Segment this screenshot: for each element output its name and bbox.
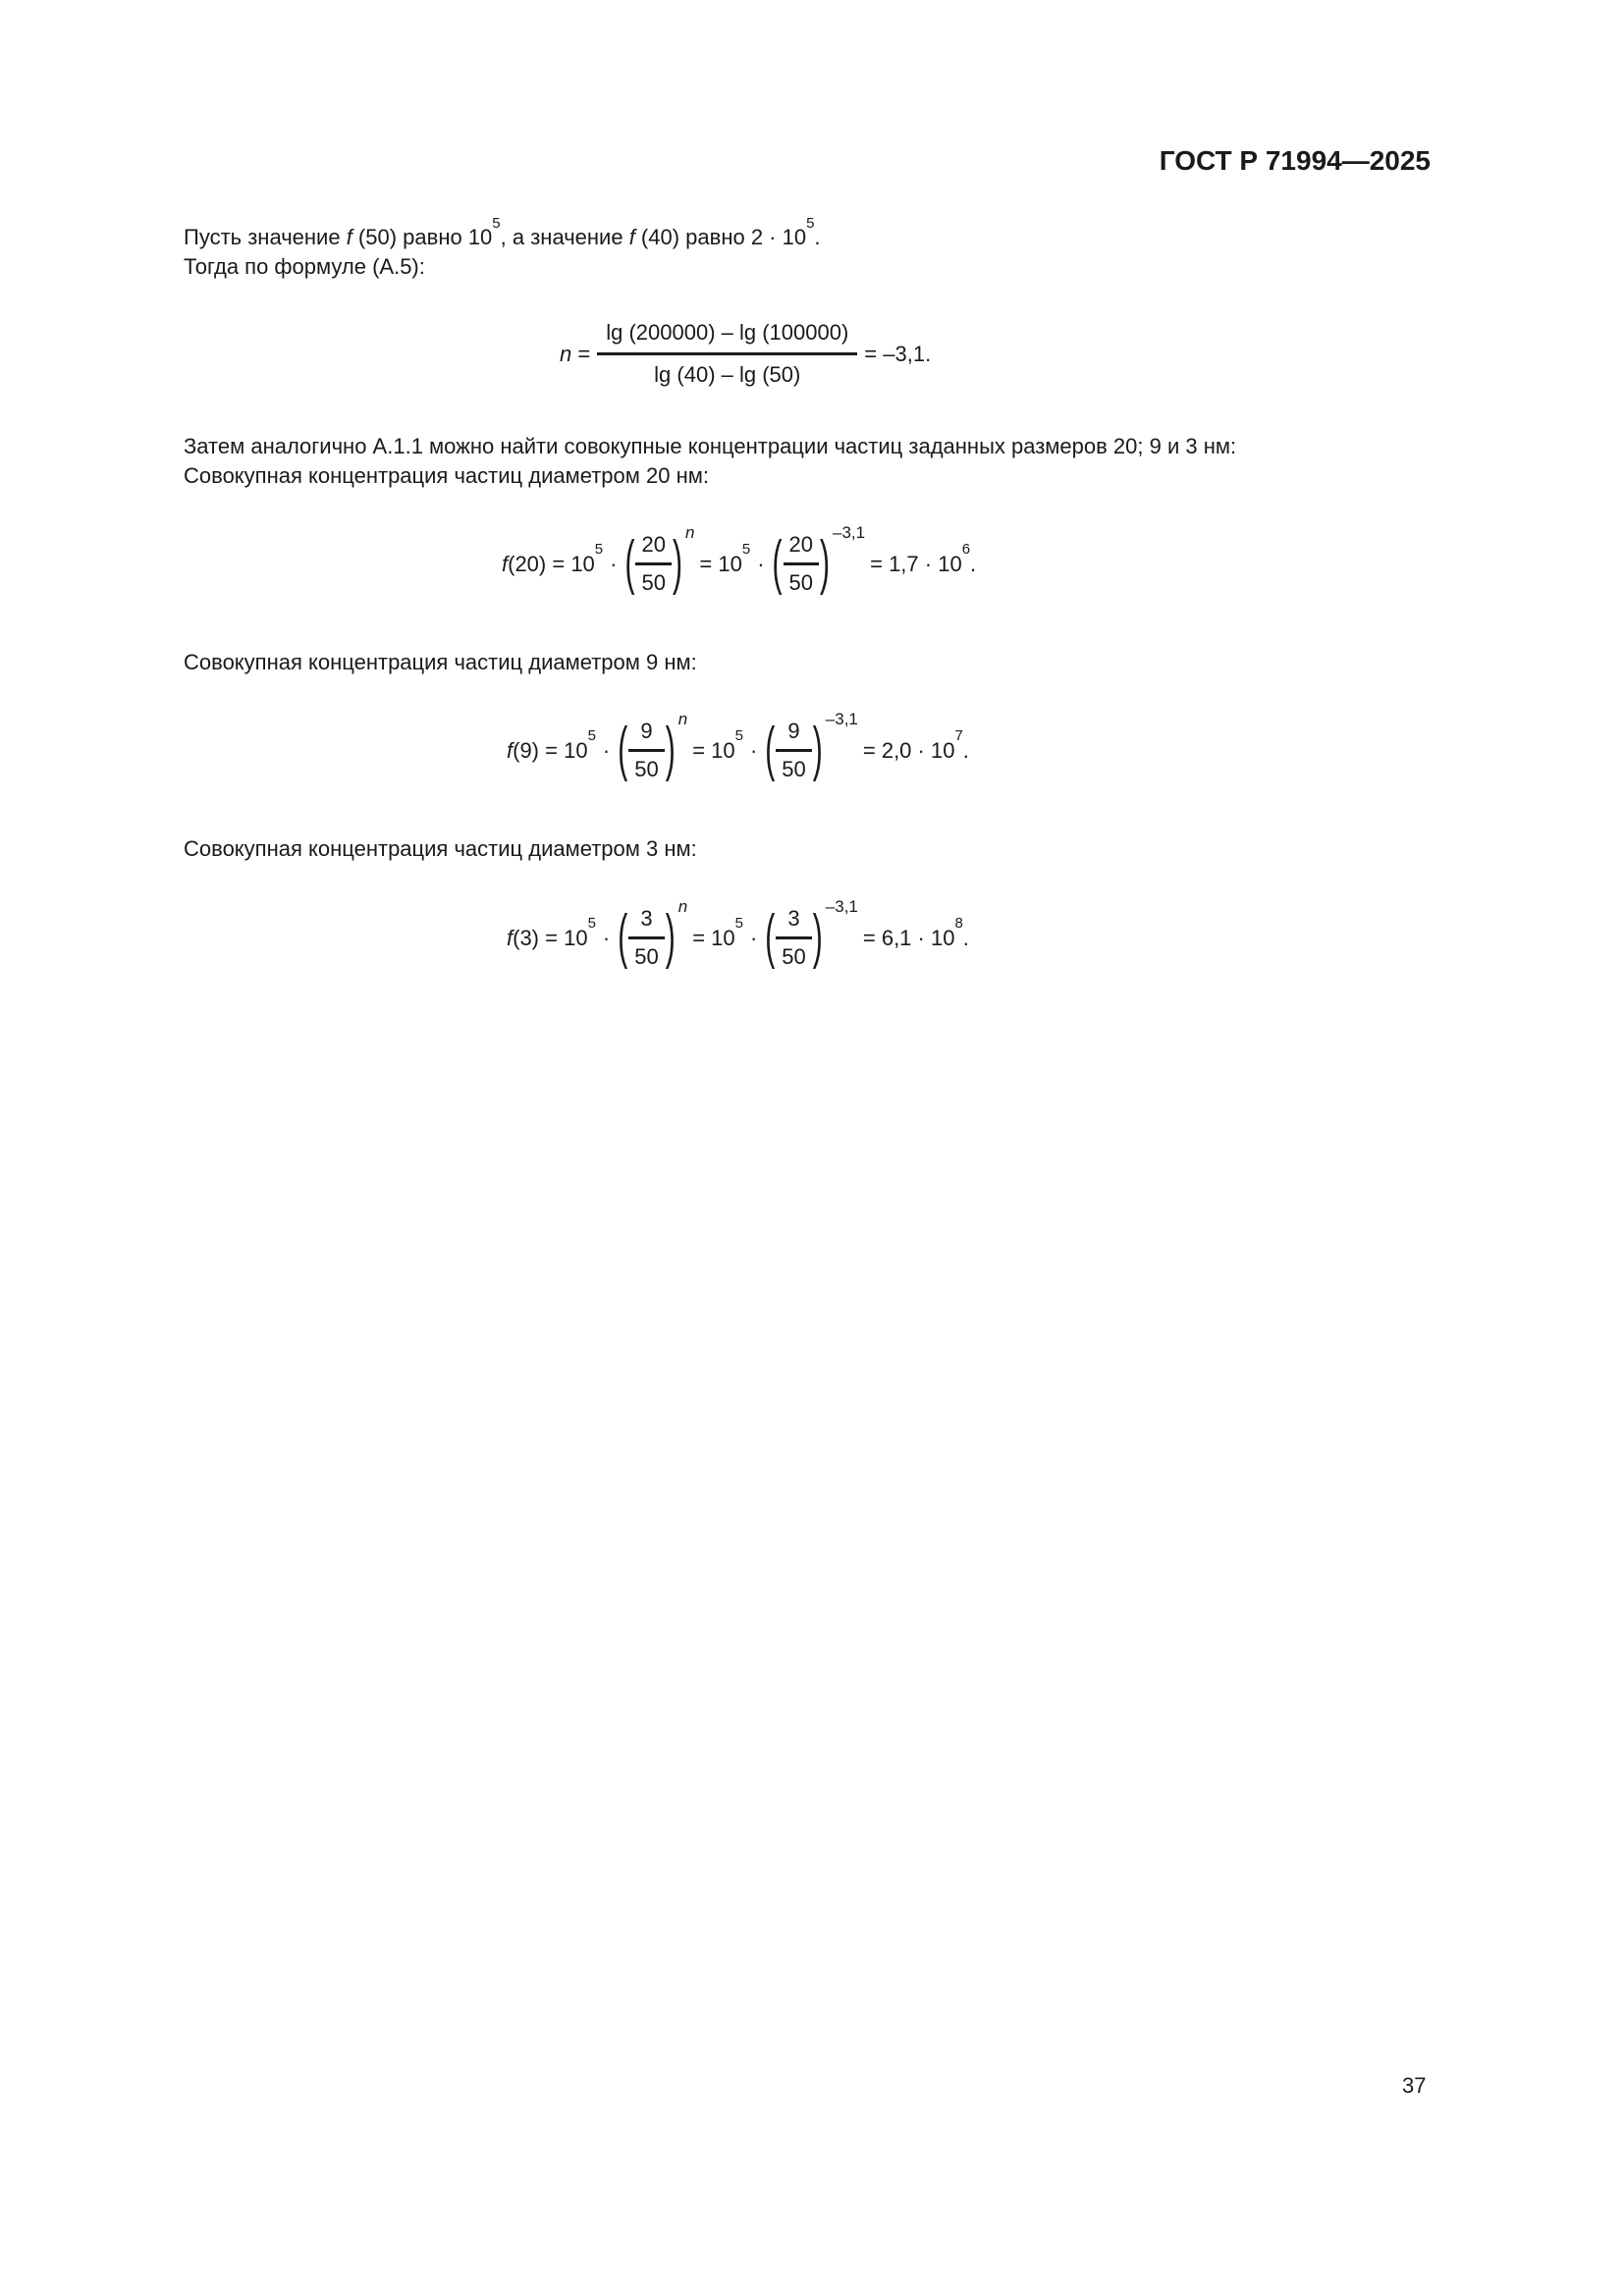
text-run: (20) = 10 [508,551,595,576]
function-f: f [507,737,514,763]
superscript: 7 [954,727,963,745]
text-run: . [814,225,821,249]
formula-f9 [507,710,969,783]
document-code: ГОСТ Р 71994—2025 [1159,145,1431,176]
middle-line-1: Затем аналогично А.1.1 можно найти совокупные концентрации частиц заданных размеров 20; 9 и 3 нм: [184,434,1237,458]
fraction [628,718,664,783]
power-term [617,710,688,783]
variable-n: n [560,341,572,366]
fraction-numerator: lg (200000) – lg (100000) [606,320,849,345]
fraction [597,319,857,389]
intro-paragraph [184,214,821,282]
fraction-numerator: 9 [640,719,653,743]
text-run: = 2,0 · 10 [862,737,955,763]
left-paren: ( [618,716,628,783]
period: . [962,925,969,950]
formula-mid [699,541,751,578]
text-run: = 10 [692,737,735,763]
multiplication-dot: · [610,551,618,576]
multiplication-dot: · [602,737,611,763]
period: . [962,737,969,763]
middle-line-2: Совокупная концентрация частиц диаметром 20 нм: [184,463,709,488]
period: . [970,551,977,576]
exponent-value: –3,1 [833,523,866,542]
fraction-numerator: 3 [640,906,653,931]
text-run: = 6,1 · 10 [862,925,955,950]
exponent-value: –3,1 [825,897,858,916]
left-paren: ( [624,529,635,597]
exponent-value: –3,1 [825,710,858,728]
text-run: (3) = 10 [513,925,588,950]
fraction-denominator: 50 [628,936,664,971]
fraction-denominator: 50 [776,936,811,971]
superscript: 5 [594,541,604,559]
formula-lhs [560,341,590,368]
function-f: f [507,925,514,950]
fraction-numerator: 3 [787,906,800,931]
text-run: (40) равно 2 · 10 [634,225,807,249]
multiplication-dot: · [749,925,758,950]
superscript: 5 [734,727,743,745]
power-term [772,523,866,597]
multiplication-dot: · [757,551,765,576]
section-9nm-label: Совокупная концентрация частиц диаметром 9 нм: [184,650,697,674]
left-paren: ( [772,529,783,597]
formula-n [560,319,931,389]
superscript: 8 [954,915,963,933]
power-term [764,710,858,783]
fraction-denominator: 50 [776,749,811,783]
exponent-n: n [677,897,688,916]
text-run: (9) = 10 [513,737,588,763]
fraction-numerator: 9 [787,719,800,743]
text-run: (50) равно 10 [352,225,493,249]
function-f: f [502,551,509,576]
variable-f: f [628,225,635,249]
superscript: 6 [961,541,971,559]
section-3nm-label: Совокупная концентрация частиц диаметром 3 нм: [184,836,697,861]
power-term [617,897,688,971]
fraction [628,905,664,971]
formula-result [870,541,977,578]
exponent-n: n [677,710,688,728]
fraction-denominator: 50 [784,562,819,597]
multiplication-dot: · [602,925,611,950]
text-run: , а значение [500,225,629,249]
intro-line-2: Тогда по формуле (А.5): [184,254,425,279]
middle-paragraph [184,432,1236,491]
superscript: 5 [587,915,596,933]
left-paren: ( [618,903,628,971]
power-term [764,897,858,971]
right-paren: ) [812,716,823,783]
left-paren: ( [765,903,776,971]
text-run: = 10 [699,551,742,576]
fraction-denominator: 50 [628,749,664,783]
superscript: 5 [492,214,501,232]
formula-result [862,727,969,765]
superscript: 5 [734,915,743,933]
variable-f: f [346,225,352,249]
fraction [784,531,819,597]
formula-lhs [507,727,596,765]
formula-f20 [502,523,977,597]
left-paren: ( [765,716,776,783]
superscript: 5 [806,214,815,232]
formula-lhs [507,915,596,952]
text-run: Пусть значение [184,225,347,249]
fraction [635,531,671,597]
formula-result [862,915,969,952]
right-paren: ) [665,903,676,971]
right-paren: ) [665,716,676,783]
power-term [623,523,695,597]
multiplication-dot: · [749,737,758,763]
fraction-denominator: lg (40) – lg (50) [597,352,857,389]
text-run: = 10 [692,925,735,950]
formula-mid [692,727,743,765]
formula-mid [692,915,743,952]
formula-result: = –3,1. [864,341,932,366]
formula-lhs [502,541,604,578]
fraction [776,718,811,783]
exponent-n: n [684,523,695,542]
text-run: = 1,7 · 10 [870,551,962,576]
equals-sign: = [577,341,591,366]
formula-f3 [507,897,969,971]
right-paren: ) [672,529,682,597]
right-paren: ) [812,903,823,971]
fraction [776,905,811,971]
fraction-numerator: 20 [641,532,666,557]
superscript: 5 [741,541,751,559]
page-number: 37 [1402,2073,1427,2098]
intro-line-1 [184,214,821,252]
fraction-denominator: 50 [635,562,671,597]
fraction-numerator: 20 [788,532,814,557]
right-paren: ) [820,529,831,597]
superscript: 5 [587,727,596,745]
